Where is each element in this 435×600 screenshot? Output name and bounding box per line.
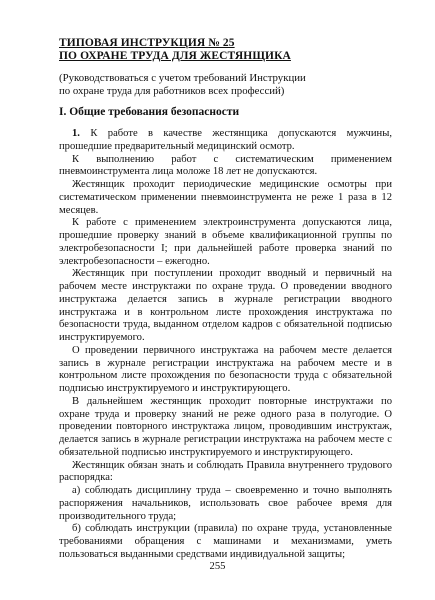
paragraph-text: В дальнейшем жестянщик проходит повторные инструктажи по охране труда и проверку знаний не реже одного раза в полугодие. О проведении повторного инструктажа лицом, проводившим инструктаж, делается запись в журнале регистрации инструктажа на рабочем месте с обязательной подписью инструктируемого и инструктирующего. (59, 395, 392, 458)
document-title-line-1: ТИПОВАЯ ИНСТРУКЦИЯ № 25 (59, 37, 235, 49)
paragraph-text: Жестянщик проходит периодические медицинские осмотры при систематическом применении пневмоинструмента не реже 1 раза в 12 месяцев. (59, 179, 392, 216)
document-title-line-2: ПО ОХРАНЕ ТРУДА ДЛЯ ЖЕСТЯНЩИКА (59, 50, 291, 62)
paragraph (59, 396, 392, 460)
paragraph-text: К работе с применением электроинструмента допускаются лица, прошедшие проверку знаний в объеме квалификационной группы по электробезопасности I; при дальнейшей работе проверка знаний по электробезопасности – ежегодно. (59, 217, 392, 267)
paragraph-text: Жестянщик при поступлении проходит вводный и первичный на рабочем месте инструктажи по охране труда. О проведении вводного инструктажа делается запись в журнале регистрации вводного инструктажа и в контрольном листе прохождения инструктажа по безопасности труда, выданном отделом кадров с обязательной подписью инструктируемого. (59, 268, 392, 343)
section-heading: I. Общие требования безопасности (59, 106, 240, 118)
document-subtitle-line-2: по охране труда для работников всех профессий) (59, 85, 285, 97)
paragraph-text: К выполнению работ с систематическим применением пневмоинструмента лица моложе 18 лет не допускаются. (59, 153, 392, 178)
paragraph-text: а) соблюдать дисциплину труда – своевременно и точно выполнять распоряжения начальников, использовать свое рабочее время для производительного труда; (59, 485, 392, 522)
paragraph (59, 523, 392, 561)
paragraph-text: О проведении первичного инструктажа на рабочем месте делается запись в журнале регистрации инструктажа на рабочем месте и в контрольном листе прохождения по безопасности труда с обязательной подписью инструктируемого и инструктирующего. (59, 344, 392, 394)
paragraph (59, 485, 392, 523)
paragraph-text: б) соблюдать инструкции (правила) по охране труда, установленные требованиями обращения с машинами и механизмами, уметь пользоваться выданными средствами индивидуальной защиты; (59, 523, 392, 560)
paragraph-text: К работе в качестве жестянщика допускаются мужчины, прошедшие предварительный медицинский осмотр. (59, 128, 392, 152)
paragraph (59, 460, 392, 486)
paragraph-text: Жестянщик обязан знать и соблюдать Правила внутреннего трудового распорядка: (59, 459, 392, 484)
body-text (59, 128, 392, 562)
page-number: 255 (209, 561, 226, 572)
paragraph (59, 217, 392, 268)
paragraph (59, 268, 392, 345)
paragraph (59, 345, 392, 396)
paragraph (59, 128, 392, 154)
document-subtitle-line-1: (Руководствоваться с учетом требований Инструкции (59, 72, 306, 84)
paragraph (59, 179, 392, 217)
paragraph-number: 1. (72, 128, 80, 139)
paragraph (59, 154, 392, 180)
